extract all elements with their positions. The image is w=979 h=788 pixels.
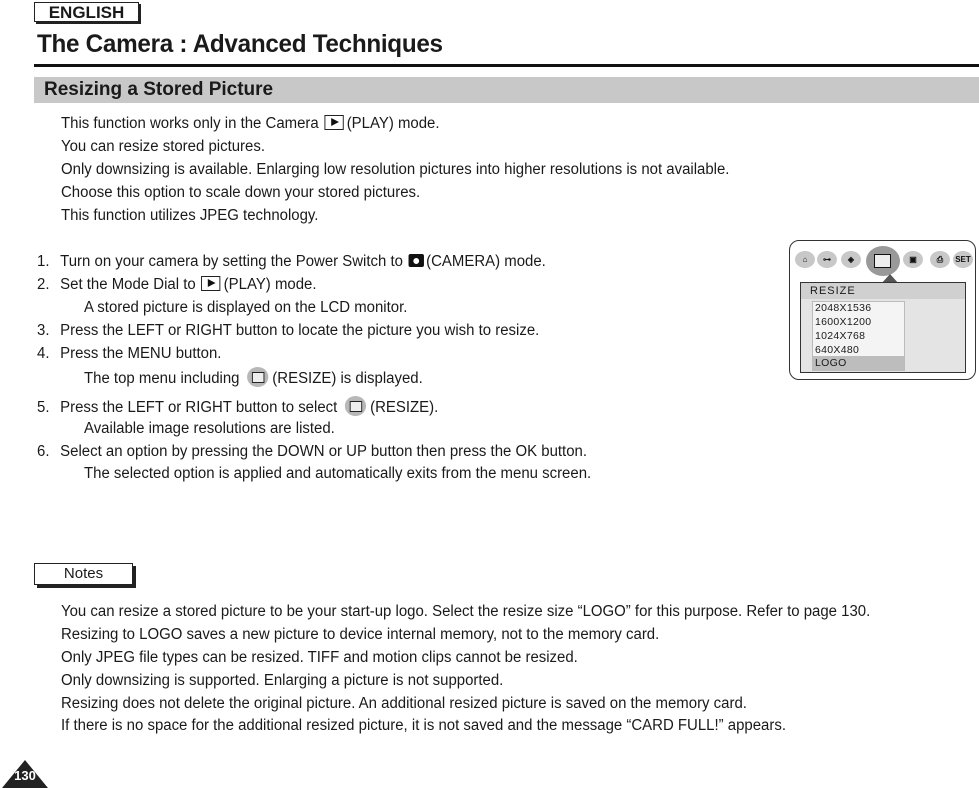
resize-option: 2048X1536 <box>815 302 872 314</box>
step-2-sub: A stored picture is displayed on the LCD monitor. <box>84 299 408 316</box>
print-icon: ⎙ <box>930 251 950 268</box>
resize-icon <box>345 396 366 416</box>
step-6-sub: The selected option is applied and automatically exits from the menu screen. <box>84 465 592 482</box>
resize-icon <box>247 367 268 387</box>
play-mode-icon <box>201 276 220 291</box>
resize-submenu-header: RESIZE <box>801 283 965 299</box>
key-icon: ⊶ <box>817 251 837 268</box>
note-item: Only JPEG file types can be resized. TIFF and motion clips cannot be resized. <box>61 649 578 666</box>
step-3: 3. Press the LEFT or RIGHT button to locate the picture you wish to resize. <box>37 322 540 339</box>
resize-option: 1600X1200 <box>815 316 872 328</box>
note-item: Only downsizing is supported. Enlarging a picture is not supported. <box>61 672 504 689</box>
note-item: Resizing to LOGO saves a new picture to device internal memory, not to the memory card. <box>61 626 660 643</box>
resize-option: 1024X768 <box>815 330 866 342</box>
album-icon: ▣ <box>903 251 923 268</box>
resize-option: 640X480 <box>815 344 860 356</box>
step-2: 2. Set the Mode Dial to (PLAY) mode. <box>37 276 317 293</box>
note-item: If there is no space for the additional resized picture, it is not saved and the message “CARD FULL!” appears. <box>61 717 786 734</box>
step-5-sub: Available image resolutions are listed. <box>84 420 335 437</box>
set-icon: SET <box>953 251 973 268</box>
step-1: 1. Turn on your camera by setting the Power Switch to (CAMERA) mode. <box>37 253 546 270</box>
diamond-icon: ◈ <box>841 251 861 268</box>
step-5: 5. Press the LEFT or RIGHT button to select (RESIZE). <box>37 396 438 418</box>
note-item: Resizing does not delete the original picture. An additional resized picture is saved on the memory card. <box>61 695 747 712</box>
title-divider <box>34 64 979 67</box>
page-number: 130 <box>14 768 36 783</box>
intro-line-5: This function utilizes JPEG technology. <box>61 207 319 224</box>
resize-menu-icon <box>866 246 900 276</box>
power-icon: ⌂ <box>795 251 815 268</box>
play-mode-icon <box>325 115 344 130</box>
notes-tab: Notes <box>34 563 133 585</box>
camera-mode-icon <box>409 254 424 267</box>
intro-line-3: Only downsizing is available. Enlarging low resolution pictures into higher resolutions is not available. <box>61 161 730 178</box>
language-tab: ENGLISH <box>34 2 139 22</box>
intro-line-4: Choose this option to scale down your stored pictures. <box>61 184 421 201</box>
resize-option-selected: LOGO <box>815 357 847 369</box>
note-item: You can resize a stored picture to be your start-up logo. Select the resize size “LOGO” for this purpose. Refer to page 130. <box>61 603 871 620</box>
step-4-sub: The top menu including (RESIZE) is displayed. <box>84 367 423 389</box>
step-4: 4. Press the MENU button. <box>37 345 222 362</box>
page-title: The Camera : Advanced Techniques <box>37 30 443 58</box>
intro-line-2: You can resize stored pictures. <box>61 138 265 155</box>
section-title: Resizing a Stored Picture <box>44 79 274 100</box>
step-6: 6. Select an option by pressing the DOWN or UP button then press the OK button. <box>37 443 588 460</box>
intro-line-1: This function works only in the Camera (PLAY) mode. <box>61 115 440 132</box>
